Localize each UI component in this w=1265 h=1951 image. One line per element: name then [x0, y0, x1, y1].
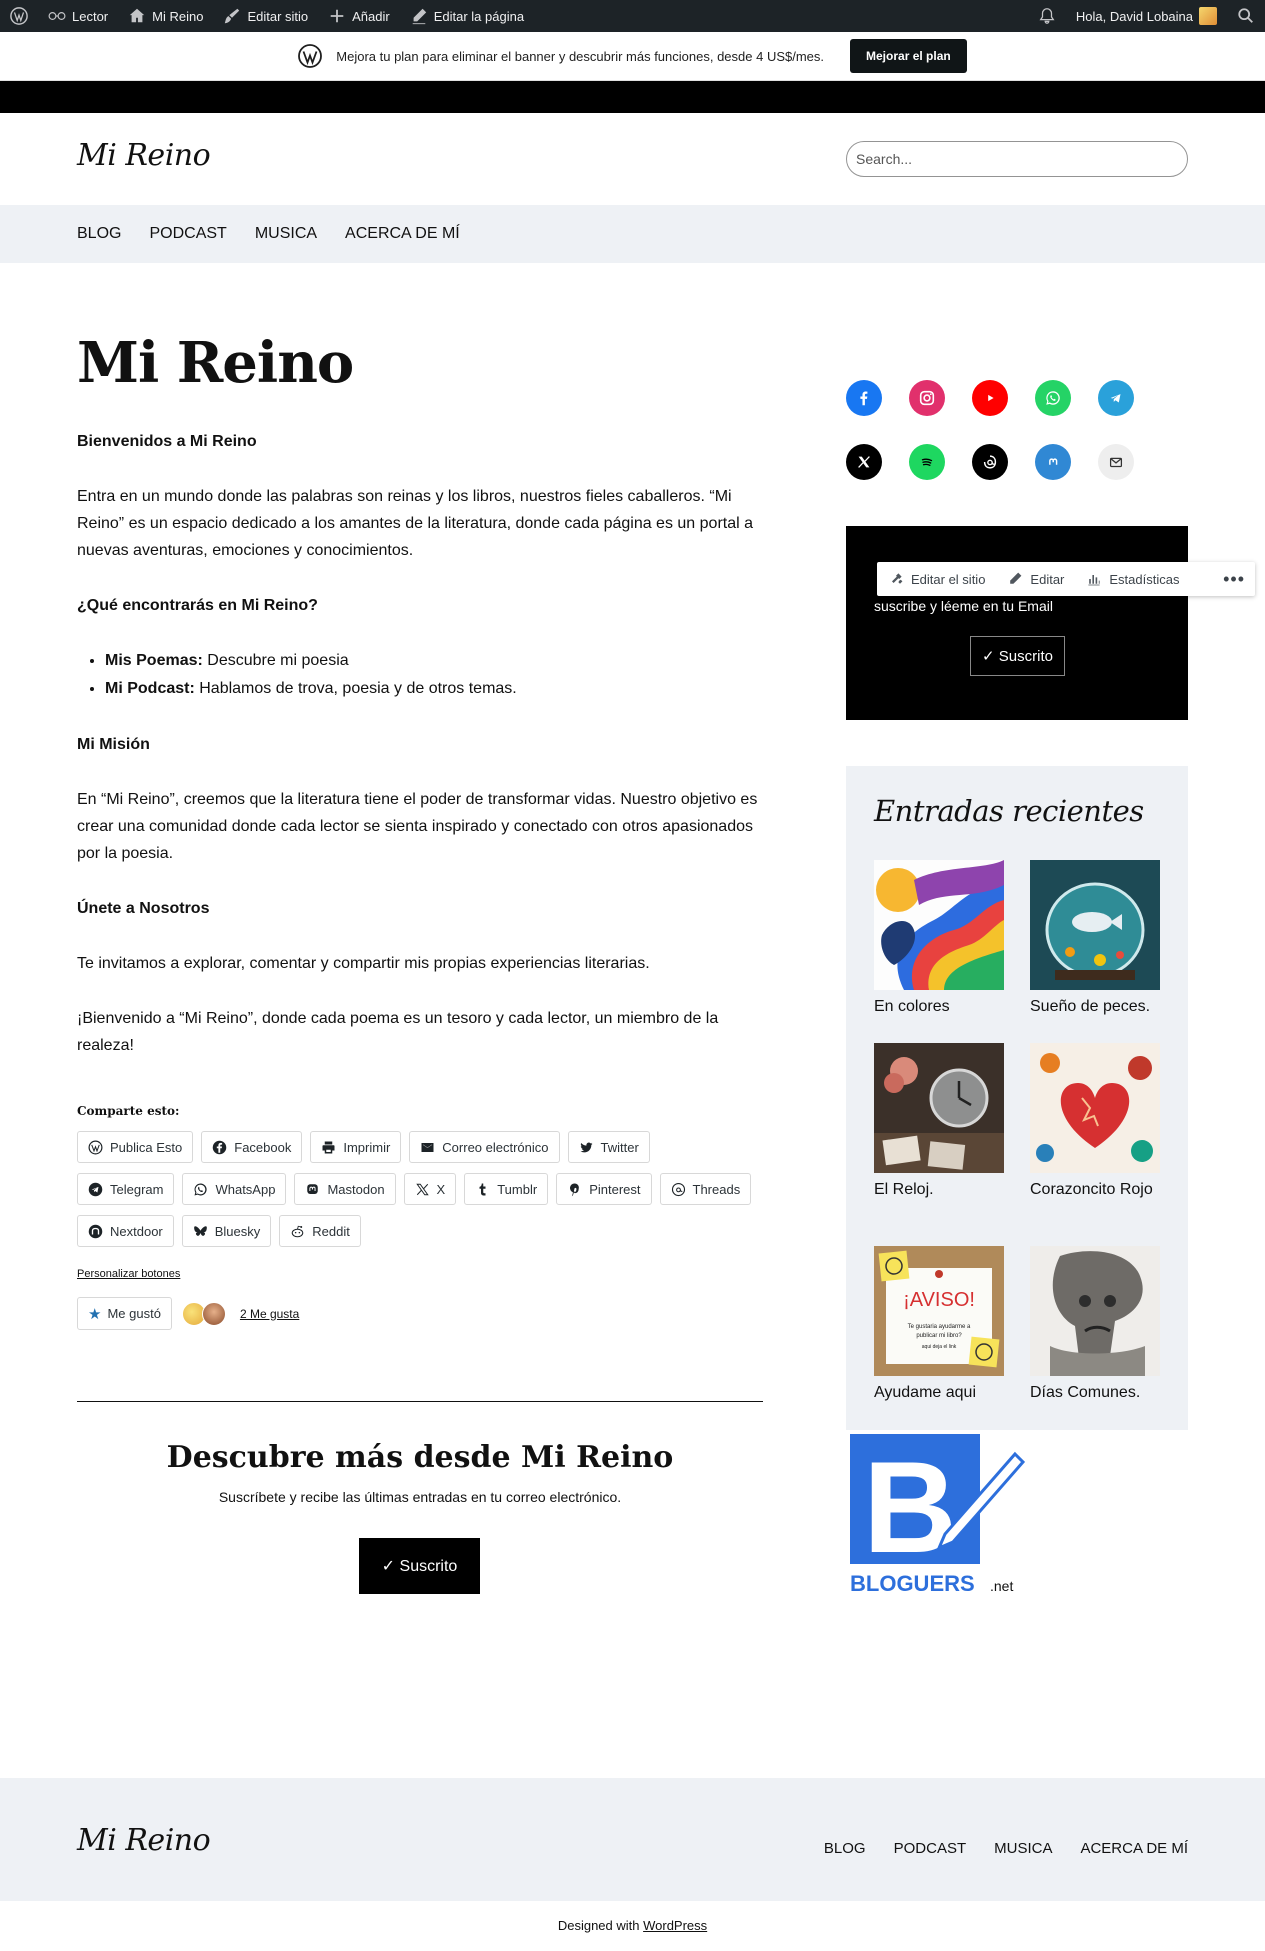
badge-name: BLOGUERS	[850, 1571, 975, 1596]
x-icon[interactable]	[846, 444, 882, 480]
edit-page-label: Editar la página	[433, 8, 525, 24]
mastodon-icon[interactable]	[1035, 444, 1071, 480]
share-nextdoor-button[interactable]: Nextdoor	[77, 1215, 174, 1247]
youtube-icon[interactable]	[972, 380, 1008, 416]
list-item: • Mi Podcast: Hablamos de trova, poesia y de otros temas.	[105, 675, 767, 703]
site-footer	[0, 1778, 1265, 1901]
upgrade-plan-button[interactable]: Mejorar el plan	[850, 39, 967, 73]
footer-nav-about[interactable]: ACERCA DE MÍ	[1080, 1840, 1188, 1857]
share-reddit-button[interactable]: Reddit	[279, 1215, 361, 1247]
pinterest-icon	[567, 1182, 582, 1197]
footer-nav-blog[interactable]: BLOG	[823, 1840, 866, 1857]
whatsapp-icon	[193, 1182, 208, 1197]
page-title: Mi Reino	[77, 330, 354, 396]
main-nav	[0, 205, 1265, 263]
star-icon: ★	[88, 1305, 102, 1323]
search-input[interactable]: Search...	[846, 141, 1188, 177]
recent-post-card[interactable]	[874, 860, 1004, 1017]
list-item: • Mis Poemas: Descubre mi poesia	[105, 647, 767, 675]
post-thumbnail[interactable]	[1030, 1043, 1160, 1173]
user-avatar	[1199, 7, 1217, 25]
site-title[interactable]: Mi Reino	[77, 138, 211, 173]
edit-site-link[interactable]	[213, 0, 318, 32]
share-tumblr-button[interactable]: Tumblr	[464, 1173, 548, 1205]
block-edit-toolbar	[877, 562, 1255, 596]
join-paragraph: Te invitamos a explorar, comentar y compartir mis propias experiencias literarias.	[77, 955, 650, 972]
add-new-link[interactable]	[318, 0, 400, 32]
recent-posts-title: Entradas recientes	[874, 794, 1144, 828]
recent-post-card[interactable]	[1030, 1246, 1160, 1403]
stats-toolbar-button[interactable]: Estadísticas	[1075, 571, 1190, 587]
footer-nav-podcast[interactable]: PODCAST	[893, 1840, 967, 1857]
add-new-label: Añadir	[352, 8, 390, 24]
post-title[interactable]: Corazoncito Rojo	[1030, 1181, 1153, 1198]
recent-post-card[interactable]	[874, 1043, 1004, 1200]
share-facebook-button[interactable]: Facebook	[201, 1131, 302, 1163]
wordpress-menu[interactable]	[0, 0, 38, 32]
more-options-icon[interactable]: •••	[1223, 568, 1245, 589]
post-title[interactable]: En colores	[874, 998, 950, 1015]
wordpress-icon	[88, 1140, 103, 1155]
greeting-label: Hola, David Lobaina	[1075, 8, 1193, 24]
telegram-icon[interactable]	[1098, 380, 1134, 416]
page-content	[77, 428, 767, 1087]
admin-search-button[interactable]	[1227, 0, 1265, 32]
share-x-button[interactable]: X	[404, 1173, 457, 1205]
aviso-line: publicar mi libro?	[916, 1333, 962, 1339]
instagram-icon[interactable]	[909, 380, 945, 416]
edit-toolbar-button[interactable]: Editar	[996, 571, 1075, 587]
share-whatsapp-button[interactable]: WhatsApp	[182, 1173, 286, 1205]
post-title[interactable]: Ayudame aqui	[874, 1384, 976, 1401]
subscribe-text: suscribe y léeme en tu Email	[874, 598, 1053, 614]
edit-site-label: Editar sitio	[247, 8, 309, 24]
wordpress-icon	[298, 44, 322, 68]
share-telegram-button[interactable]: Telegram	[77, 1173, 174, 1205]
customize-buttons-link[interactable]: Personalizar botones	[77, 1268, 181, 1280]
nav-item-about[interactable]: ACERCA DE MÍ	[345, 225, 460, 242]
credit-prefix: Designed with	[557, 1918, 644, 1933]
threads-icon[interactable]	[972, 444, 1008, 480]
post-thumbnail[interactable]	[1030, 860, 1160, 990]
account-menu[interactable]	[1066, 0, 1227, 32]
discover-title: Descubre más desde Mi Reino	[166, 1440, 674, 1475]
share-press-this-button[interactable]: Publica Esto	[77, 1131, 193, 1163]
recent-posts-widget	[846, 766, 1188, 1430]
twitter-bird-icon	[579, 1140, 594, 1155]
aviso-line: Te gustaria ayudarme a	[907, 1324, 971, 1330]
site-label: Mi Reino	[152, 8, 204, 24]
share-print-button[interactable]: Imprimir	[310, 1131, 401, 1163]
wordpress-link[interactable]: WordPress	[643, 1918, 708, 1933]
divider	[77, 1401, 763, 1402]
aviso-text: ¡AVISO!	[903, 1289, 975, 1311]
facebook-icon[interactable]	[846, 380, 882, 416]
bar-chart-icon	[1086, 571, 1102, 587]
reader-label: Lector	[72, 8, 109, 24]
likes-count-link[interactable]: 2 Me gusta	[239, 1306, 300, 1321]
tumblr-icon	[475, 1182, 490, 1197]
post-title[interactable]: El Reloj.	[874, 1181, 934, 1198]
share-heading: Comparte esto:	[77, 1104, 180, 1118]
share-threads-button[interactable]: Threads	[660, 1173, 752, 1205]
subscribe-widget	[846, 526, 1188, 720]
mail-icon	[420, 1140, 435, 1155]
like-section	[77, 1297, 299, 1330]
like-button[interactable]: ★ Me gustó	[77, 1297, 172, 1330]
post-thumbnail[interactable]	[874, 860, 1004, 990]
find-heading: ¿Qué encontrarás en Mi Reino?	[77, 597, 318, 614]
nav-item-musica[interactable]: MUSICA	[254, 225, 318, 242]
home-icon	[128, 7, 146, 25]
spotify-icon[interactable]	[909, 444, 945, 480]
bloguers-badge[interactable]	[850, 1434, 1025, 1596]
banner-text: Mejora tu plan para eliminar el banner y descubrir más funciones, desde 4 US$/mes.	[336, 48, 825, 64]
pencil-icon	[1007, 571, 1023, 587]
intro-paragraph: Entra en un mundo donde las palabras son reinas y los libros, nuestros fieles caballeros. “Mi Reino” es un espacio dedicado a los amantes de la literatura, donde cada página es un portal a nuevas aventuras, emociones y conocimientos.	[77, 488, 754, 559]
welcome-heading: Bienvenidos a Mi Reino	[77, 433, 257, 450]
likers	[182, 1302, 222, 1326]
edit-page-link[interactable]	[400, 0, 534, 32]
social-icons	[846, 380, 1186, 508]
badge-letter: B	[863, 1434, 957, 1580]
reader-link[interactable]	[38, 0, 118, 32]
mail-icon[interactable]	[1098, 444, 1134, 480]
telegram-icon	[88, 1182, 103, 1197]
badge-tld: .net	[990, 1578, 1014, 1594]
avatar[interactable]	[202, 1302, 226, 1326]
nav-item-blog[interactable]: BLOG	[77, 225, 122, 242]
post-thumbnail[interactable]	[874, 1246, 1004, 1376]
whatsapp-icon[interactable]	[1035, 380, 1071, 416]
pencil-icon	[410, 7, 428, 25]
facebook-icon	[212, 1140, 227, 1155]
threads-icon	[671, 1182, 686, 1197]
glasses-icon	[48, 7, 66, 25]
x-icon	[415, 1182, 430, 1197]
join-heading: Únete a Nosotros	[77, 900, 210, 917]
post-thumbnail[interactable]	[874, 1043, 1004, 1173]
admin-bar	[0, 0, 1265, 32]
recent-post-card[interactable]	[1030, 1043, 1160, 1200]
share-mastodon-button[interactable]: Mastodon	[294, 1173, 395, 1205]
edit-site-toolbar-button[interactable]: Editar el sitio	[877, 571, 996, 587]
post-title[interactable]: Sueño de peces.	[1030, 998, 1151, 1015]
discover-subtitle: Suscríbete y recibe las últimas entradas en tu correo electrónico.	[218, 1489, 622, 1505]
share-buttons	[77, 1131, 777, 1257]
bell-icon	[1038, 7, 1056, 25]
footer-credit	[0, 1918, 1265, 1933]
post-title[interactable]: Días Comunes.	[1030, 1384, 1141, 1401]
mission-heading: Mi Misión	[77, 736, 150, 753]
share-email-button[interactable]: Correo electrónico	[409, 1131, 559, 1163]
wordpress-icon	[10, 7, 28, 25]
nav-item-podcast[interactable]: PODCAST	[149, 225, 227, 242]
bluesky-icon	[193, 1224, 208, 1239]
mission-paragraph: En “Mi Reino”, creemos que la literatura tiene el poder de transformar vidas. Nuestro objetivo es crear una comunidad donde cada lector se sienta inspirado y conectado con otros apasionados por la poesia.	[77, 791, 758, 862]
nextdoor-icon	[88, 1224, 103, 1239]
aviso-line: aqui deja el link	[921, 1344, 957, 1350]
closing-paragraph: ¡Bienvenido a “Mi Reino”, donde cada poema es un tesoro y cada lector, un miembro de la realeza!	[77, 1010, 719, 1054]
printer-icon	[321, 1140, 336, 1155]
footer-site-title[interactable]: Mi Reino	[77, 1823, 211, 1858]
tools-icon	[888, 571, 904, 587]
subscribed-button[interactable]: ✓ Suscrito	[359, 1538, 480, 1594]
share-twitter-button[interactable]: Twitter	[568, 1131, 650, 1163]
upgrade-banner	[0, 32, 1265, 81]
recent-post-card[interactable]	[874, 1246, 1004, 1403]
search-icon	[1237, 7, 1255, 25]
recent-post-card[interactable]	[1030, 860, 1160, 1017]
reddit-icon	[290, 1224, 305, 1239]
features-list	[105, 647, 767, 703]
footer-nav	[824, 1840, 1188, 1857]
notifications-button[interactable]	[1028, 0, 1066, 32]
plus-icon	[328, 7, 346, 25]
footer-nav-musica[interactable]: MUSICA	[994, 1840, 1053, 1857]
header-strip	[0, 81, 1265, 113]
share-pinterest-button[interactable]: Pinterest	[556, 1173, 651, 1205]
share-bluesky-button[interactable]: Bluesky	[182, 1215, 272, 1247]
subscribed-widget-button[interactable]: ✓ Suscrito	[970, 636, 1065, 676]
mastodon-icon	[305, 1182, 320, 1197]
site-link[interactable]	[118, 0, 213, 32]
post-thumbnail[interactable]	[1030, 1246, 1160, 1376]
brush-icon	[223, 7, 241, 25]
